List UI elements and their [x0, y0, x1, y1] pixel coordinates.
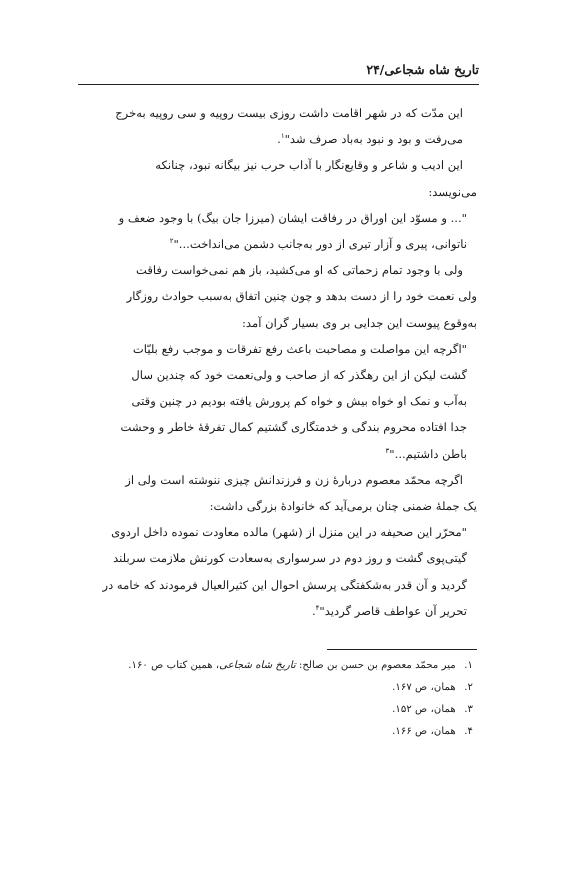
text-line: اگرچه محمّد معصوم دربارهٔ زن و فرزندانش چیزی ننوشته است ولی از	[125, 472, 463, 487]
quote-line: "محرّر این صحیفه در این منزل از (شهر) مالده معاودت نموده داخل اردوی	[111, 525, 467, 540]
quote-line: به‌آب و نمک او خواه بیش و خواه کم پرورش یافته بودیم در چنین وقتی	[131, 394, 467, 409]
punctuation: .	[311, 603, 316, 618]
paragraph-4	[80, 467, 477, 519]
quote-line	[80, 598, 467, 624]
text-line: می‌نویسد:	[428, 184, 477, 199]
text-span: می‌رفت و بود و نبود به‌باد صرف شد"	[284, 132, 463, 147]
footnote-text: همان، ص ۱۵۲.	[392, 704, 456, 715]
body-text	[80, 100, 477, 624]
footnote-ref-3[interactable]: ۳	[385, 446, 390, 455]
footnote-number: ۱.	[464, 660, 473, 671]
running-header: تاریخ شاه شجاعی/۲۴	[366, 62, 479, 77]
book-title: تاریخ شاه شجاعی	[219, 660, 296, 671]
footnotes	[80, 655, 477, 743]
footnote-separator	[327, 649, 477, 650]
text-line: به‌وقوع پیوست این جدایی بر وی بسیار گران آمد:	[242, 315, 477, 330]
punctuation: .	[277, 132, 281, 147]
text-line: یک جملهٔ ضمنی چنان برمی‌آید که خانوادهٔ بزرگی داشت:	[209, 499, 477, 514]
quote-line	[80, 231, 467, 257]
footnote-ref-1[interactable]: ۱	[280, 132, 285, 141]
text-line: ولی نعمت خود را از دست بدهد و چون چنین اتفاق به‌سبب حوادث روزگار	[126, 289, 477, 304]
quote-line	[80, 441, 467, 467]
footnote-text: میر محمّد معصوم بن حسن بن صالح:	[295, 660, 456, 671]
footnote-item	[80, 721, 477, 743]
footnote-text: همان، ص ۱۶۶.	[392, 726, 456, 737]
quote-line: "اگرچه این مواصلت و مصاحبت باعث رفع تفرقات و موجب رفع بلیّات	[132, 341, 467, 356]
footnote-ref-4[interactable]: ۴	[315, 604, 320, 612]
text-line: این ادیب و شاعر و وقایع‌نگار با آداب حرب نیز بیگانه نبود، چنانکه	[155, 158, 463, 173]
quote-line: گردید و آن قدر به‌شکفتگی پرسش احوال این کثیرالعیال فرمودند که خامه در	[102, 577, 467, 592]
footnote-text: همان، ص ۱۶۷.	[392, 682, 456, 693]
footnote-number: ۳.	[464, 704, 473, 715]
quotation-3	[80, 519, 477, 624]
quotation-1	[80, 205, 477, 257]
quote-line: گشت لیکن از این رهگذر که از صاحب و ولی‌نعمت خود که چندین سال	[131, 368, 467, 383]
paragraph-1	[80, 100, 477, 152]
text-span: باطن داشتیم..."	[389, 446, 467, 461]
footnote-number: ۲.	[464, 682, 473, 693]
footnote-text: ، همین کتاب ص ۱۶۰.	[128, 660, 220, 671]
text-line: این مدّت که در شهر اقامت داشت روزی بیست روپیه و سی روپیه به‌خرج	[115, 106, 463, 120]
paragraph-2	[80, 152, 477, 204]
text-line: ولی با وجود تمام زحماتی که او می‌کشید، باز هم نمی‌خواست رفاقت	[135, 263, 463, 278]
footnote-item	[80, 655, 477, 677]
quote-line: گیتی‌پوی گشت و روز دوم در سرسواری به‌سعادت کورنش ملازمت سربلند	[113, 551, 467, 566]
text-line	[80, 126, 477, 152]
header-rule	[78, 84, 479, 85]
footnote-item	[80, 677, 477, 699]
quote-line: جدا افتاده محروم بندگی و خدمتگاری گشتیم کمال تفرقهٔ خاطر و وحشت	[120, 420, 467, 435]
quote-line: "... و مسوّد این اوراق در رفاقت ایشان (میرزا جان بیگ) با وجود ضعف و	[118, 210, 467, 225]
text-span: ناتوانی، پیری و آزار تیری از دور به‌جانب دشمن می‌انداخت..."	[173, 237, 467, 252]
footnote-ref-2[interactable]: ۲	[169, 237, 174, 246]
text-span: تحریر آن عواطف قاصر گردید"	[319, 603, 467, 618]
footnote-number: ۴.	[464, 726, 473, 737]
footnote-item	[80, 699, 477, 721]
quotation-2	[80, 336, 477, 467]
paragraph-3	[80, 257, 477, 336]
